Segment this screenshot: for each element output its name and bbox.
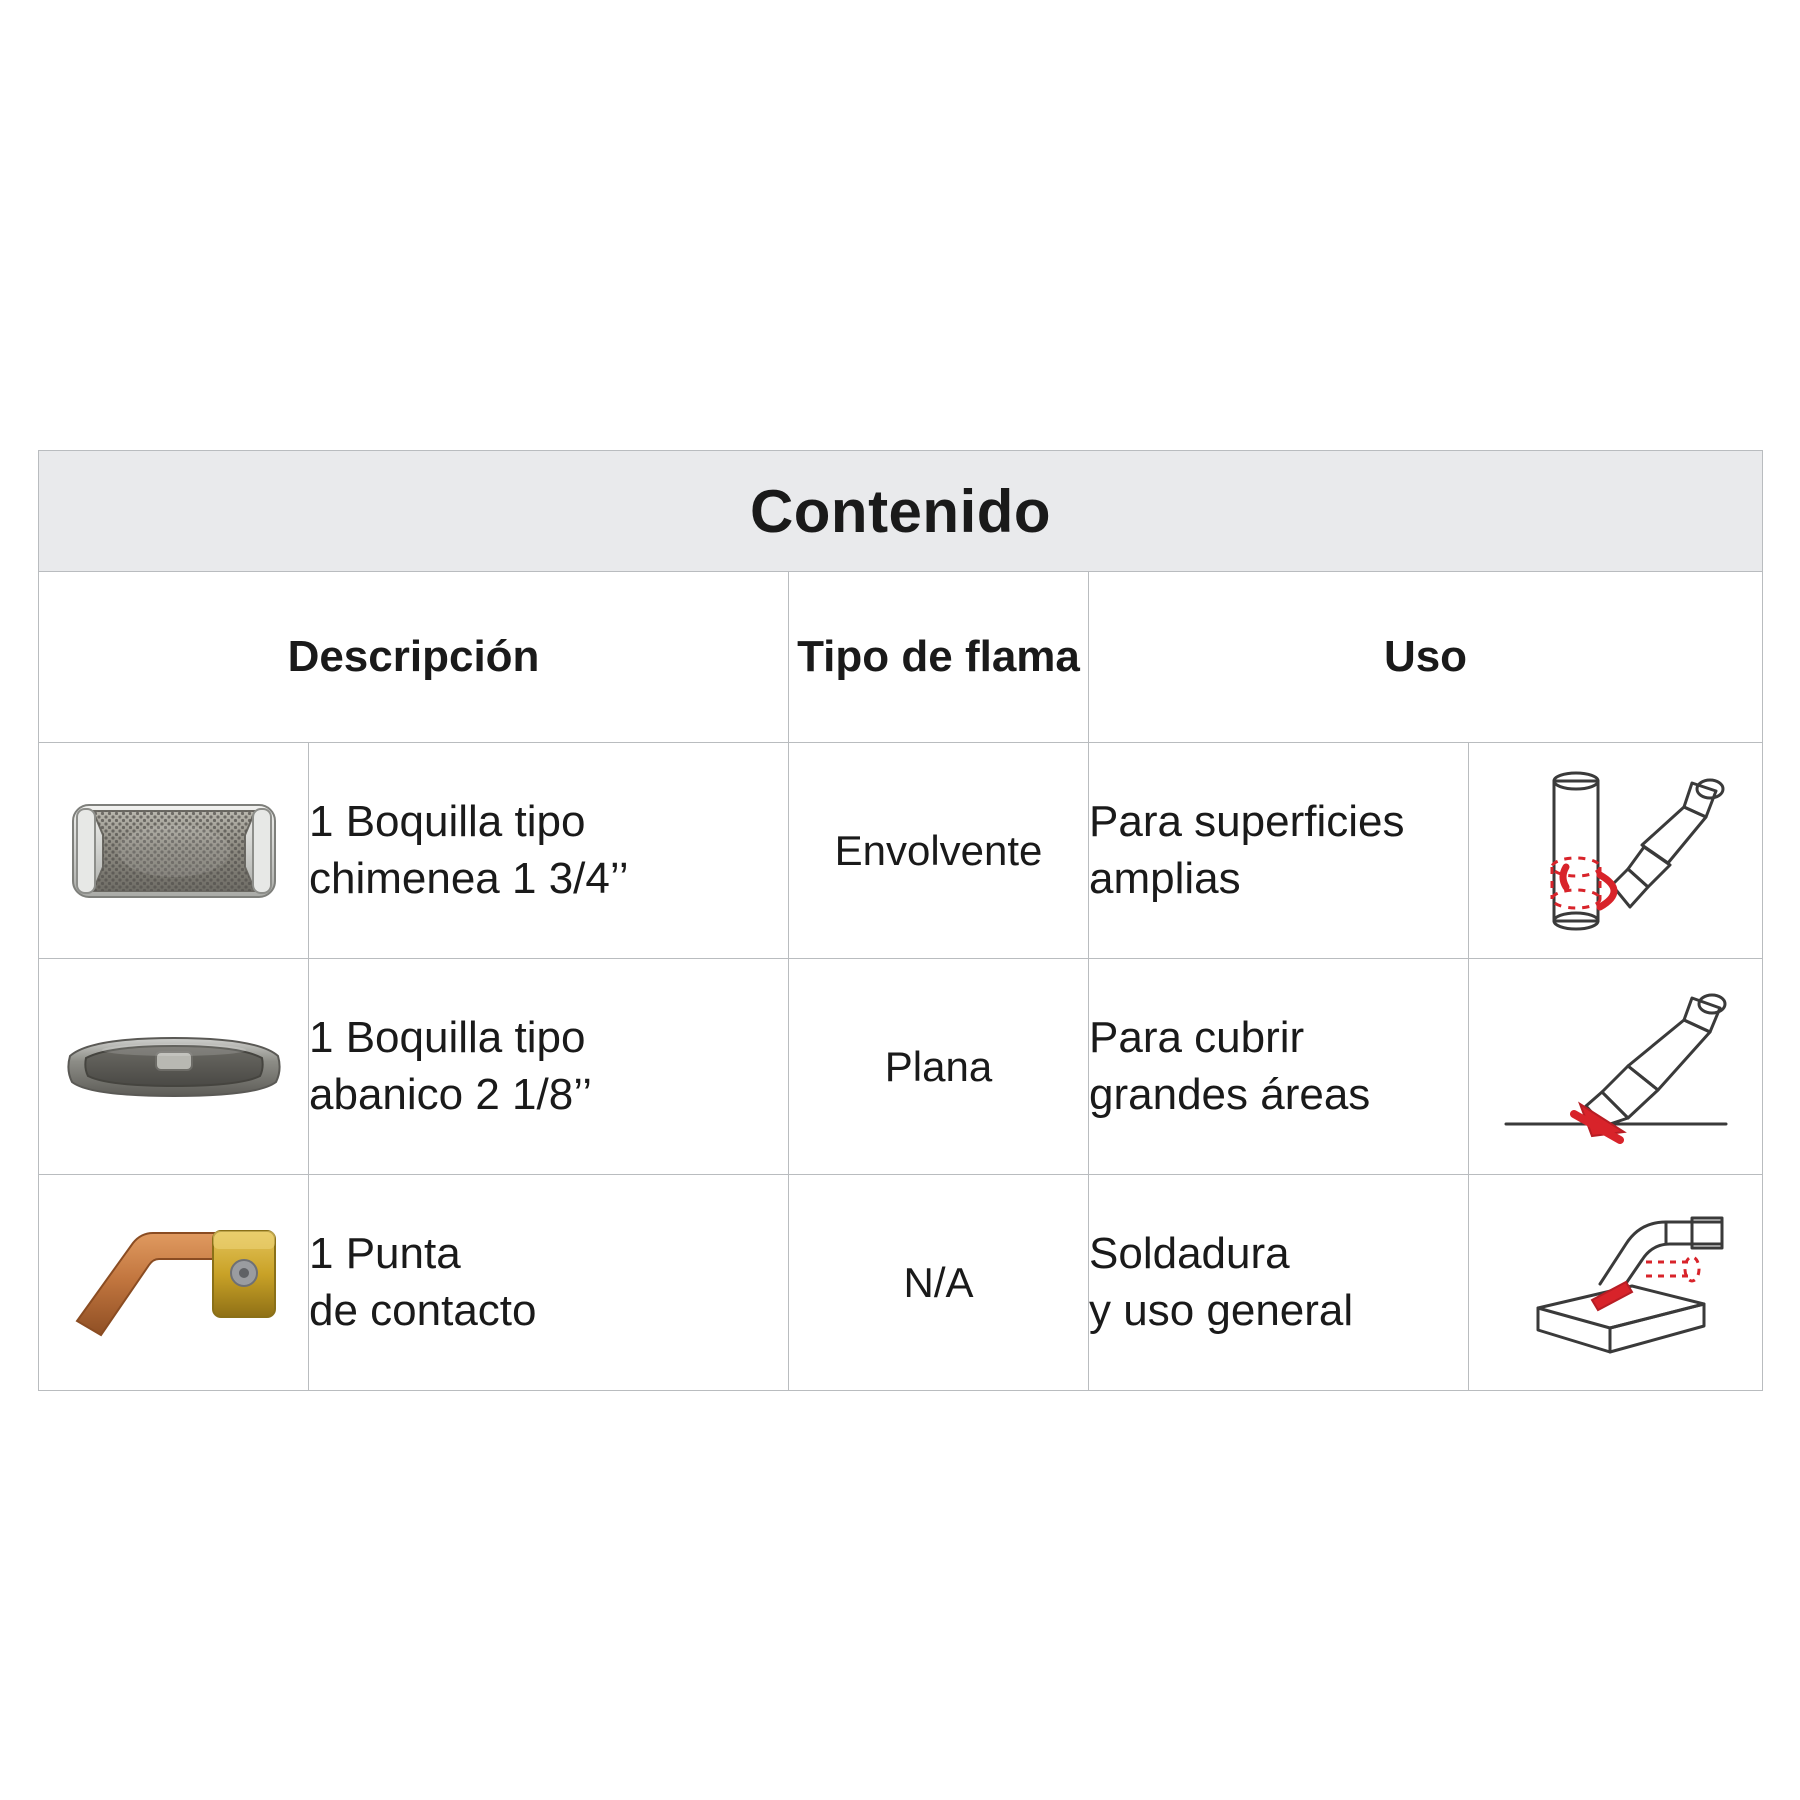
pictogram-cell-soldering	[1469, 1175, 1763, 1391]
table-header-row	[39, 572, 1763, 743]
use-line: grandes áreas	[1089, 1069, 1371, 1119]
product-image-contact-tip	[39, 1175, 309, 1391]
use-contact-tip	[1089, 1175, 1469, 1391]
flame-type-plana: Plana	[789, 959, 1089, 1175]
description-fan-nozzle	[309, 959, 789, 1175]
description-line: 1 Boquilla tipo	[309, 797, 586, 847]
use-line: Para superficies	[1089, 797, 1405, 847]
contenido-table	[38, 450, 1763, 1391]
description-chimney-nozzle	[309, 743, 789, 959]
torch-wrapping-pipe-diagram-icon	[1496, 763, 1736, 938]
description-line: 1 Boquilla tipo	[309, 1013, 586, 1063]
description-line: chimenea 1 3/4’’	[309, 853, 629, 903]
flame-type-na: N/A	[789, 1175, 1089, 1391]
description-line: de contacto	[309, 1285, 537, 1335]
pictogram-cell-wrapping	[1469, 743, 1763, 959]
torch-soldering-block-diagram-icon	[1496, 1200, 1736, 1365]
description-contact-tip	[309, 1175, 789, 1391]
use-line: Para cubrir	[1089, 1013, 1305, 1063]
torch-flat-flame-diagram-icon	[1496, 984, 1736, 1149]
contact-tip-photo	[63, 1217, 285, 1349]
table-row	[39, 1175, 1763, 1391]
table-title-row	[39, 451, 1763, 572]
contenido-sheet	[38, 450, 1762, 1391]
use-chimney-nozzle	[1089, 743, 1469, 959]
flame-type-envolvente: Envolvente	[789, 743, 1089, 959]
use-line: Soldadura	[1089, 1229, 1290, 1279]
column-header-descripcion: Descripción	[39, 572, 789, 743]
product-image-fan-nozzle	[39, 959, 309, 1175]
table-row	[39, 959, 1763, 1175]
column-header-tipo-de-flama: Tipo de flama	[789, 572, 1089, 743]
fan-nozzle-photo	[60, 1022, 288, 1112]
use-fan-nozzle	[1089, 959, 1469, 1175]
table-row	[39, 743, 1763, 959]
chimney-nozzle-photo	[69, 787, 279, 915]
description-line: 1 Punta	[309, 1229, 461, 1279]
page-title: Contenido	[39, 451, 1763, 572]
use-line: y uso general	[1089, 1285, 1354, 1335]
use-line: amplias	[1089, 853, 1241, 903]
product-image-chimney-nozzle	[39, 743, 309, 959]
description-line: abanico 2 1/8’’	[309, 1069, 592, 1119]
column-header-uso: Uso	[1089, 572, 1763, 743]
pictogram-cell-flat-flame	[1469, 959, 1763, 1175]
